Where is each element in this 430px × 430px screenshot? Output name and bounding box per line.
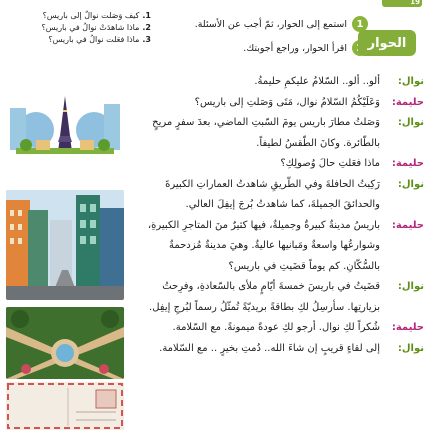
dialogue-text: والحدائقَ الجميلةَ، كما شاهدتُ بُرجَ إيفِلَ العالي. xyxy=(185,199,380,210)
page-number: 19 xyxy=(410,0,420,6)
dialogue-line xyxy=(130,257,424,278)
dialogue-line xyxy=(130,298,424,319)
dialogue-text: وَعَلَيْكُمُ السّلامُ نوال، مَتَى وَصَلتِ إلى باريس؟ xyxy=(194,96,380,108)
questions-list xyxy=(6,10,151,46)
dialogue-line xyxy=(130,195,424,216)
dialogue-text: وشوارعُها واسعةٌ ومَبانيها عاليةٌ. وهيَ مدينةٌ مُزدحمةٌ xyxy=(168,240,380,251)
instruction-text: اقرأ الحوار، وراجع أجوبتك. xyxy=(243,42,347,54)
dialogue-text: بالسُّكّانِ. كم يوماً قضَيتِ في باريس؟ xyxy=(228,260,380,272)
dialogue-line xyxy=(130,318,424,339)
dialogue-line xyxy=(130,154,424,175)
instruction-item xyxy=(158,14,368,34)
speaker-name: نوال: xyxy=(397,178,424,190)
speaker-name: حليمة: xyxy=(391,219,424,231)
question-item: 3.ماذا فعَلت نوالُ في باريس؟ xyxy=(48,35,151,44)
section-title: الحوار xyxy=(358,30,416,56)
dialogue-text: بالطّائرة. وكانَ الطّقسُ لطيفاً. xyxy=(256,137,380,149)
dialogue-line xyxy=(130,277,424,298)
dialogue-line xyxy=(130,216,424,237)
dialogue-text: رَكِبتُ الحافلةَ وفي الطّريقِ شاهدتُ العماراتِ الكبيرةَ xyxy=(165,178,380,190)
instruction-text: استمع إلى الحوار، ثمّ أجب عن الأسئلة. xyxy=(194,18,347,30)
speaker-name: حليمة: xyxy=(391,158,424,169)
eiffel-tower-illustration xyxy=(6,90,124,160)
dialogue-line xyxy=(130,175,424,196)
instructions xyxy=(158,14,368,62)
instruction-item xyxy=(158,38,368,58)
dialogue-line xyxy=(130,236,424,257)
dialogue-line xyxy=(130,339,424,360)
dialogue-line xyxy=(130,113,424,134)
dialogue-text: بزيارتِها. سأرسِلُ لكِ بطاقةً بريديّةً تُمثّلُ رسماً لبُرجِ إيفِل. xyxy=(149,301,380,313)
instruction-number: 1 xyxy=(352,16,368,32)
dialogue-text: وَصَلتُ مطارَ باريس يومَ السّبتِ الماضي، بعدَ سفرٍ مريحٍ xyxy=(152,117,380,128)
speaker-name: نوال: xyxy=(397,117,424,128)
dialogue-text: شُكراً لكِ نوال. أرجو لكِ عودةً ميمونةً. مع السّلامة. xyxy=(172,322,380,333)
speaker-name: نوال: xyxy=(397,342,424,354)
dialogue-text: إلى لقاءٍ قريبٍ إن شاءَ الله.. دُمتِ بخيرٍ .. مع السّلامة. xyxy=(159,342,380,354)
dialogue-text: ماذا فعَلتِ حالَ وُصولِكِ؟ xyxy=(280,158,380,169)
dialogue xyxy=(130,72,424,359)
dialogue-line xyxy=(130,134,424,155)
park-fountain-illustration xyxy=(6,307,124,379)
dialogue-text: قضَيتُ في باريسَ خمسةَ أيّامٍ ملأى بالسّعادةِ، وفرِحتُ xyxy=(162,281,380,292)
speaker-name: حليمة: xyxy=(391,96,424,108)
city-street-illustration xyxy=(6,190,124,300)
dialogue-text: ألو.. ألو.. السّلامُ عليكمِ حليمةُ. xyxy=(254,76,380,87)
dialogue-text: باريسُ مدينةٌ كبيرةٌ وجميلةٌ، فيها كثيرٌ منَ المتاجرِ الكبيرةِ، xyxy=(147,219,380,231)
dialogue-line xyxy=(130,93,424,114)
question-item: 2.ماذا شاهدَتْ نوالُ في باريس؟ xyxy=(41,23,151,32)
question-item: 1.كيف وَصَلت نوالٌ إلى باريس؟ xyxy=(42,11,151,20)
speaker-name: نوال: xyxy=(397,76,424,87)
postcard-illustration xyxy=(6,382,124,430)
dialogue-line xyxy=(130,72,424,93)
speaker-name: نوال: xyxy=(397,281,424,292)
speaker-name: حليمة: xyxy=(391,322,424,333)
